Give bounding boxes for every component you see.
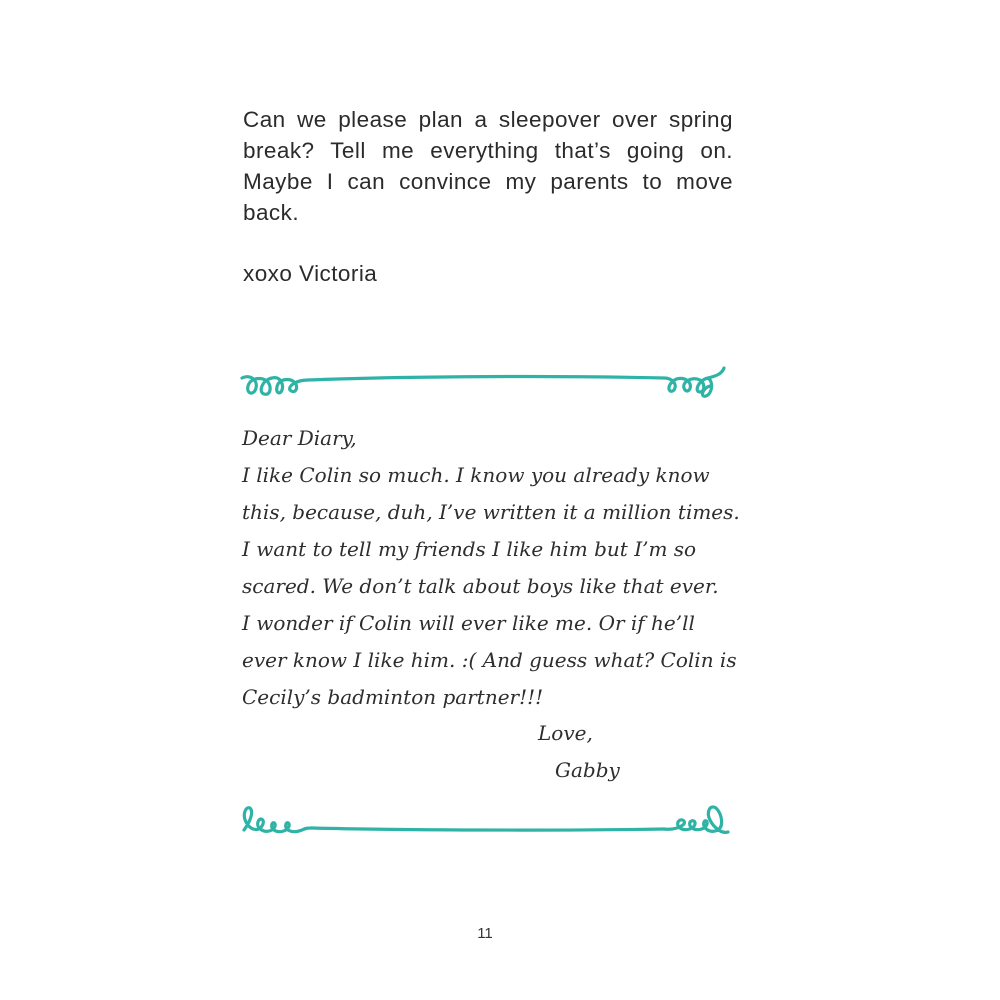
diary-line: I want to tell my friends I like him but I’m so: [242, 537, 697, 561]
letter-body-text: Can we please plan a sleepover over spring break? Tell me everything that’s going on. Maybe I can convince my parents to move back.: [243, 107, 733, 225]
diary-line: Cecily’s badminton partner!!!: [242, 685, 544, 709]
diary-line: scared. We don’t talk about boys like that ever.: [242, 574, 719, 598]
diary-closing: Love,: [538, 721, 593, 745]
top-flourish-divider-icon: [232, 358, 738, 402]
diary-line: Dear Diary,: [242, 426, 357, 450]
diary-line: I like Colin so much. I know you already know: [242, 463, 710, 487]
page-number: 11: [477, 925, 493, 942]
diary-line: I wonder if Colin will ever like me. Or if he’ll: [242, 611, 695, 635]
diary-line: this, because, duh, I’ve written it a million times.: [242, 500, 740, 524]
diary-signature-name: Gabby: [555, 758, 620, 782]
bottom-flourish-divider-icon: [232, 800, 738, 844]
diary-entry: [242, 420, 740, 716]
diary-line: ever know I like him. :( And guess what? Colin is: [242, 648, 737, 672]
letter-signoff: xoxo Victoria: [243, 261, 378, 286]
letter-paragraph: [243, 104, 733, 228]
